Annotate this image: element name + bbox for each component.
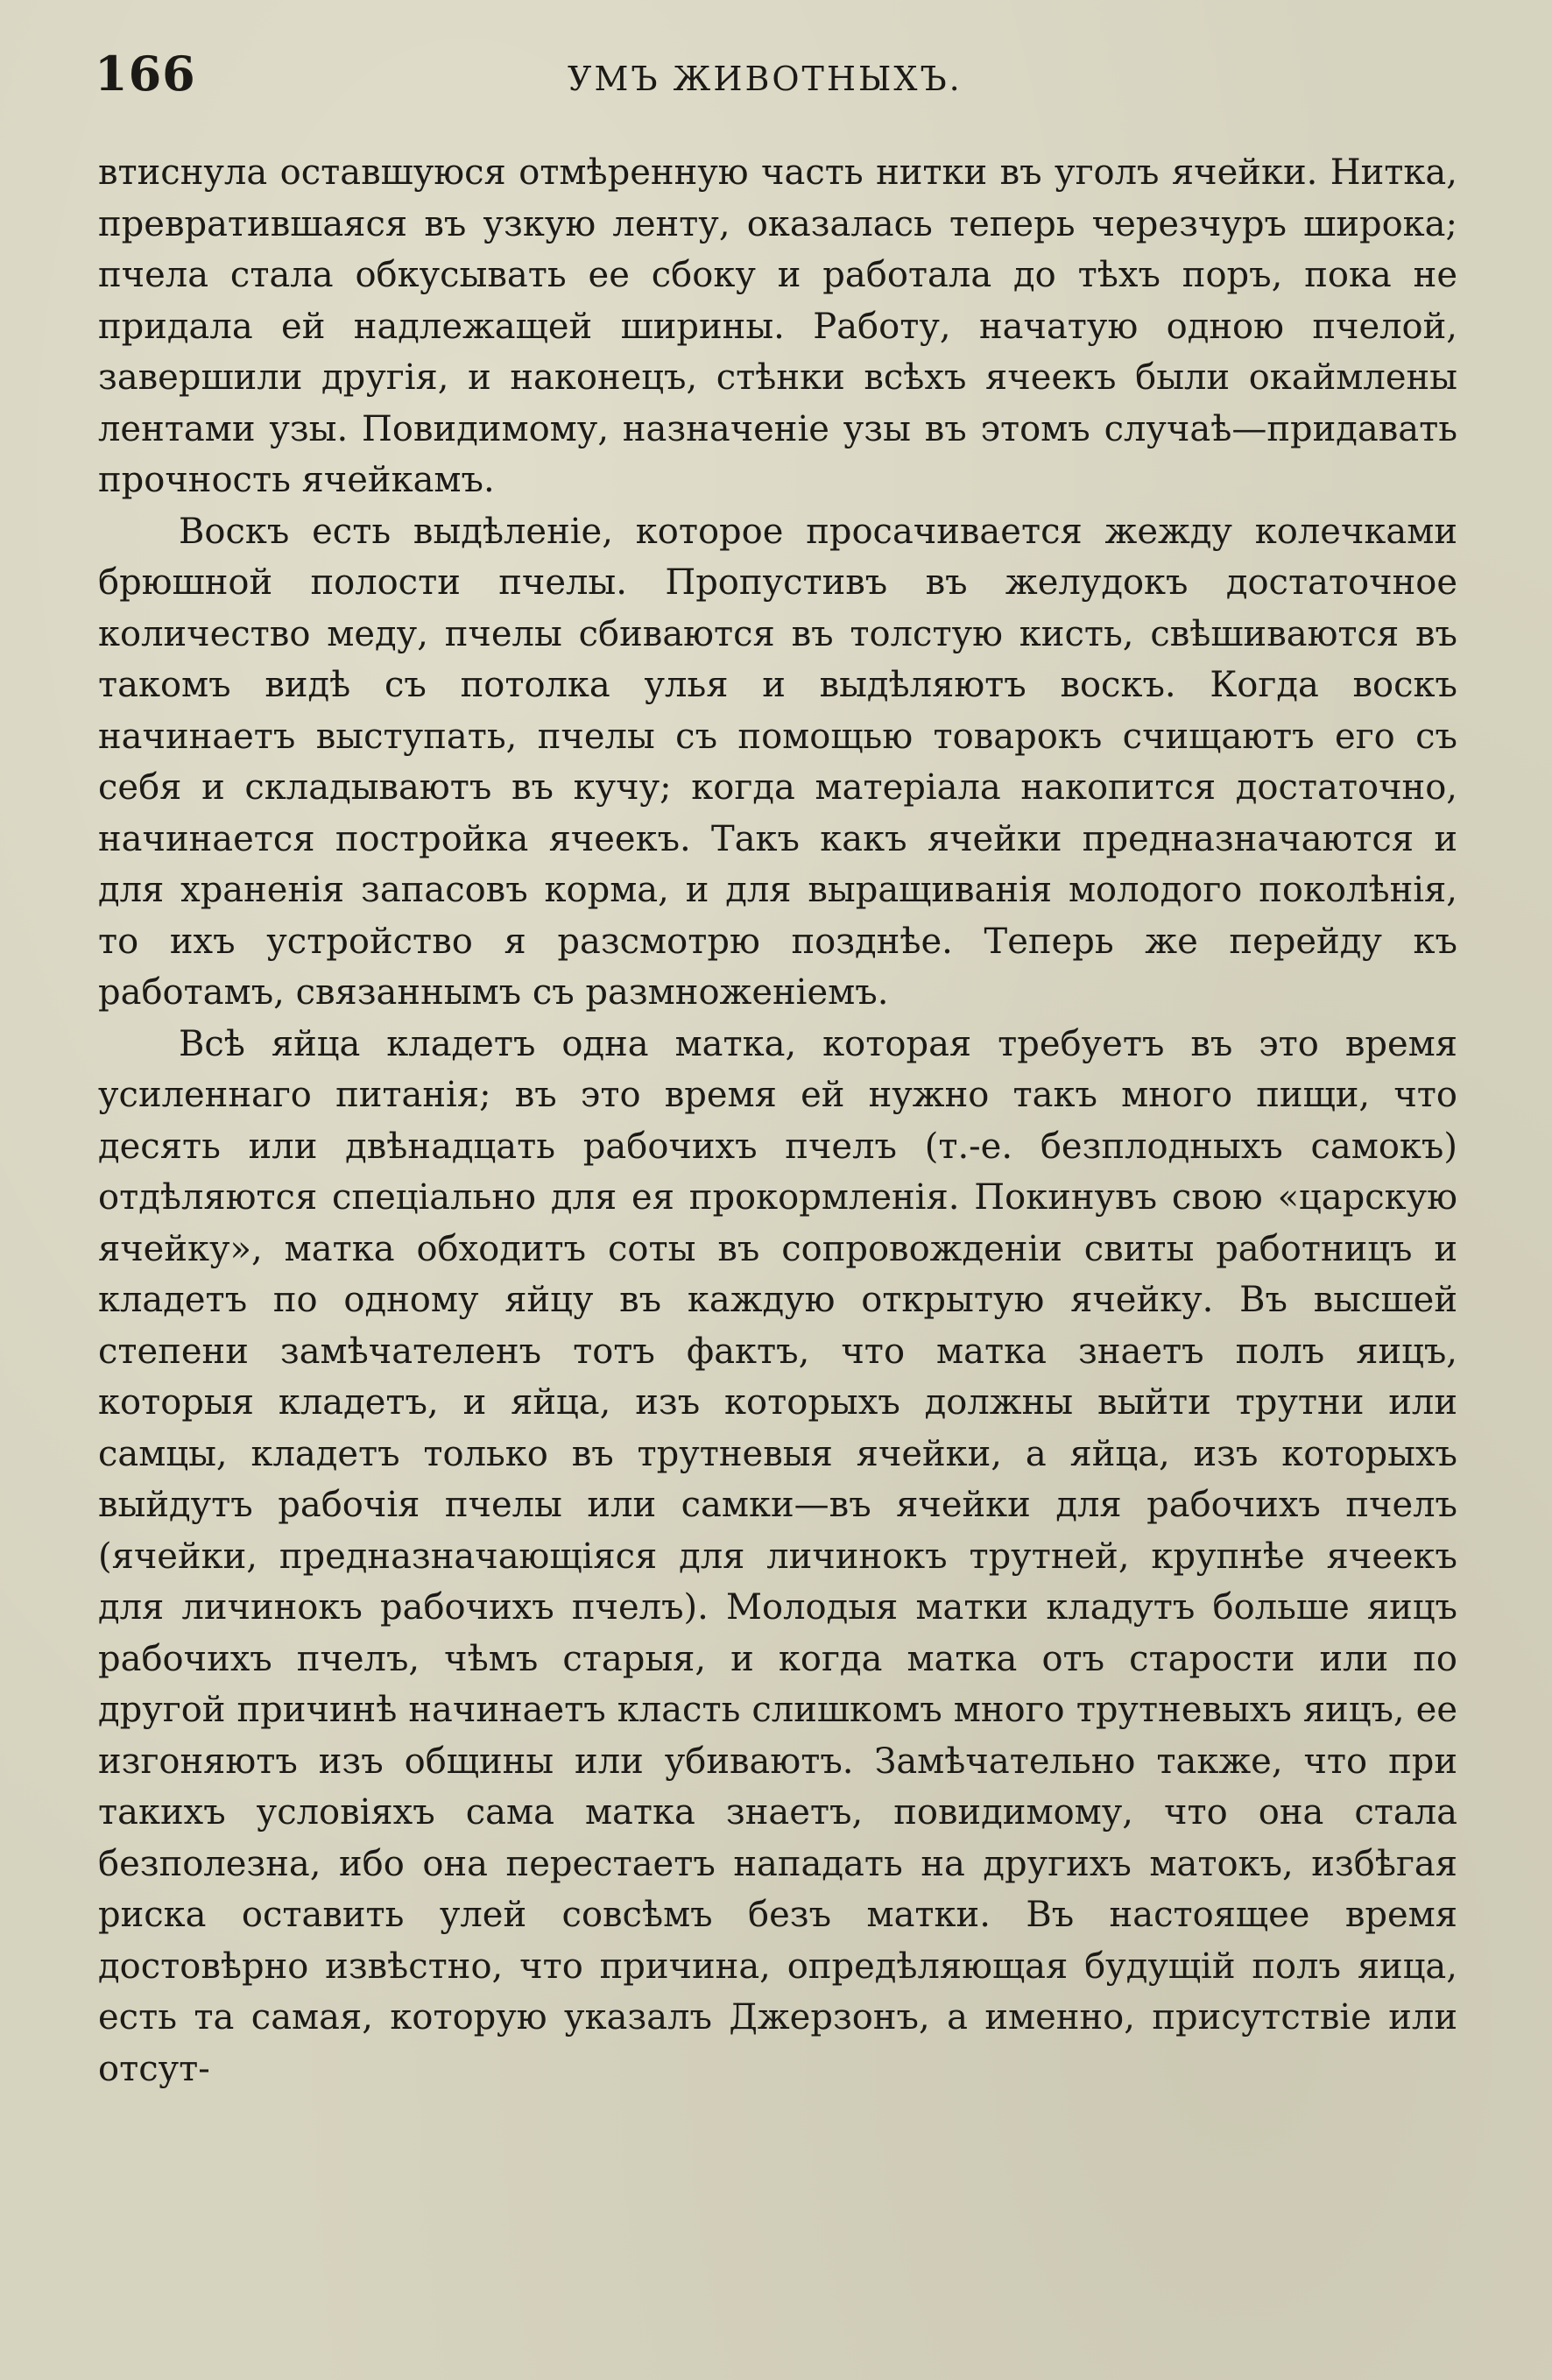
paragraph-2: Воскъ есть выдѣленiе, которое просачивается жежду колечками брюшной полости пчелы. Пропустивъ въ желудокъ достаточное количество меду, пчелы сбиваются въ толстую кисть, свѣшиваются въ такомъ видѣ съ потолка улья и выдѣляютъ воскъ. Когда воскъ начинаетъ выступать, пчелы съ помощью товарокъ счищаютъ его съ себя и складываютъ въ кучу; когда матерiала накопится достаточно, начинается постройка ячеекъ. Такъ какъ ячейки предназначаются и для храненiя запасовъ корма, и для выращиванiя молодого поколѣнiя, то ихъ устройство я разсмотрю позднѣе. Теперь же перейду къ работамъ, связаннымъ съ размноженiемъ. [98, 511, 1457, 1013]
paragraph-3: Всѣ яйца кладетъ одна матка, которая требуетъ въ это время усиленнаго питанiя; въ это время ей нужно такъ много пищи, что десять или двѣнадцать рабочихъ пчелъ (т.-е. безплодныхъ самокъ) отдѣляются спецiально для ея прокормленiя. Покинувъ свою «царскую ячейку», матка обходитъ соты въ сопровожденiи свиты работницъ и кладетъ по одному яйцу въ каждую открытую ячейку. Въ высшей степени замѣчателенъ тотъ фактъ, что матка знаетъ полъ яицъ, которыя кладетъ, и яйца, изъ которыхъ должны выйти трутни или самцы, кладетъ только въ трутневыя ячейки, а яйца, изъ которыхъ выйдутъ рабочiя пчелы или самки—въ ячейки для рабочихъ пчелъ (ячейки, предназначающiяся для личинокъ трутней, крупнѣе ячеекъ для личинокъ рабочихъ пчелъ). Молодыя матки кладутъ больше яицъ рабочихъ пчелъ, чѣмъ старыя, и когда матка отъ старости или по другой причинѣ начинаетъ класть слишкомъ много трутневыхъ яицъ, ее изгоняютъ изъ общины или убиваютъ. Замѣчательно также, что при такихъ условiяхъ сама матка знаетъ, повидимому, что она стала безполезна, ибо она перестаетъ нападать на другихъ матокъ, избѣгая риска оставить улей совсѣмъ безъ матки. Въ настоящее время достовѣрно извѣстно, что причина, опредѣляющая будущiй полъ яица, есть та самая, которую указалъ Джерзонъ, а именно, присутствiе или отсут- [98, 1023, 1457, 2089]
page-header [95, 46, 1470, 107]
page-number: 166 [95, 46, 196, 102]
body-text [98, 147, 1457, 2094]
paragraph-1: втиснула оставшуюся отмѣренную часть нитки въ уголъ ячейки. Нитка, превратившаяся въ узкую ленту, оказалась теперь черезчуръ широка; пчела стала обкусывать ее сбоку и работала до тѣхъ поръ, пока не придала ей надлежащей ширины. Работу, начатую одною пчелой, завершили другiя, и наконецъ, стѣнки всѣхъ ячеекъ были окаймлены лентами узы. Повидимому, назначенiе узы въ этомъ случаѣ—придавать прочность ячейкамъ. [98, 152, 1457, 500]
running-title: УМЪ ЖИВОТНЫХЪ. [568, 60, 963, 98]
